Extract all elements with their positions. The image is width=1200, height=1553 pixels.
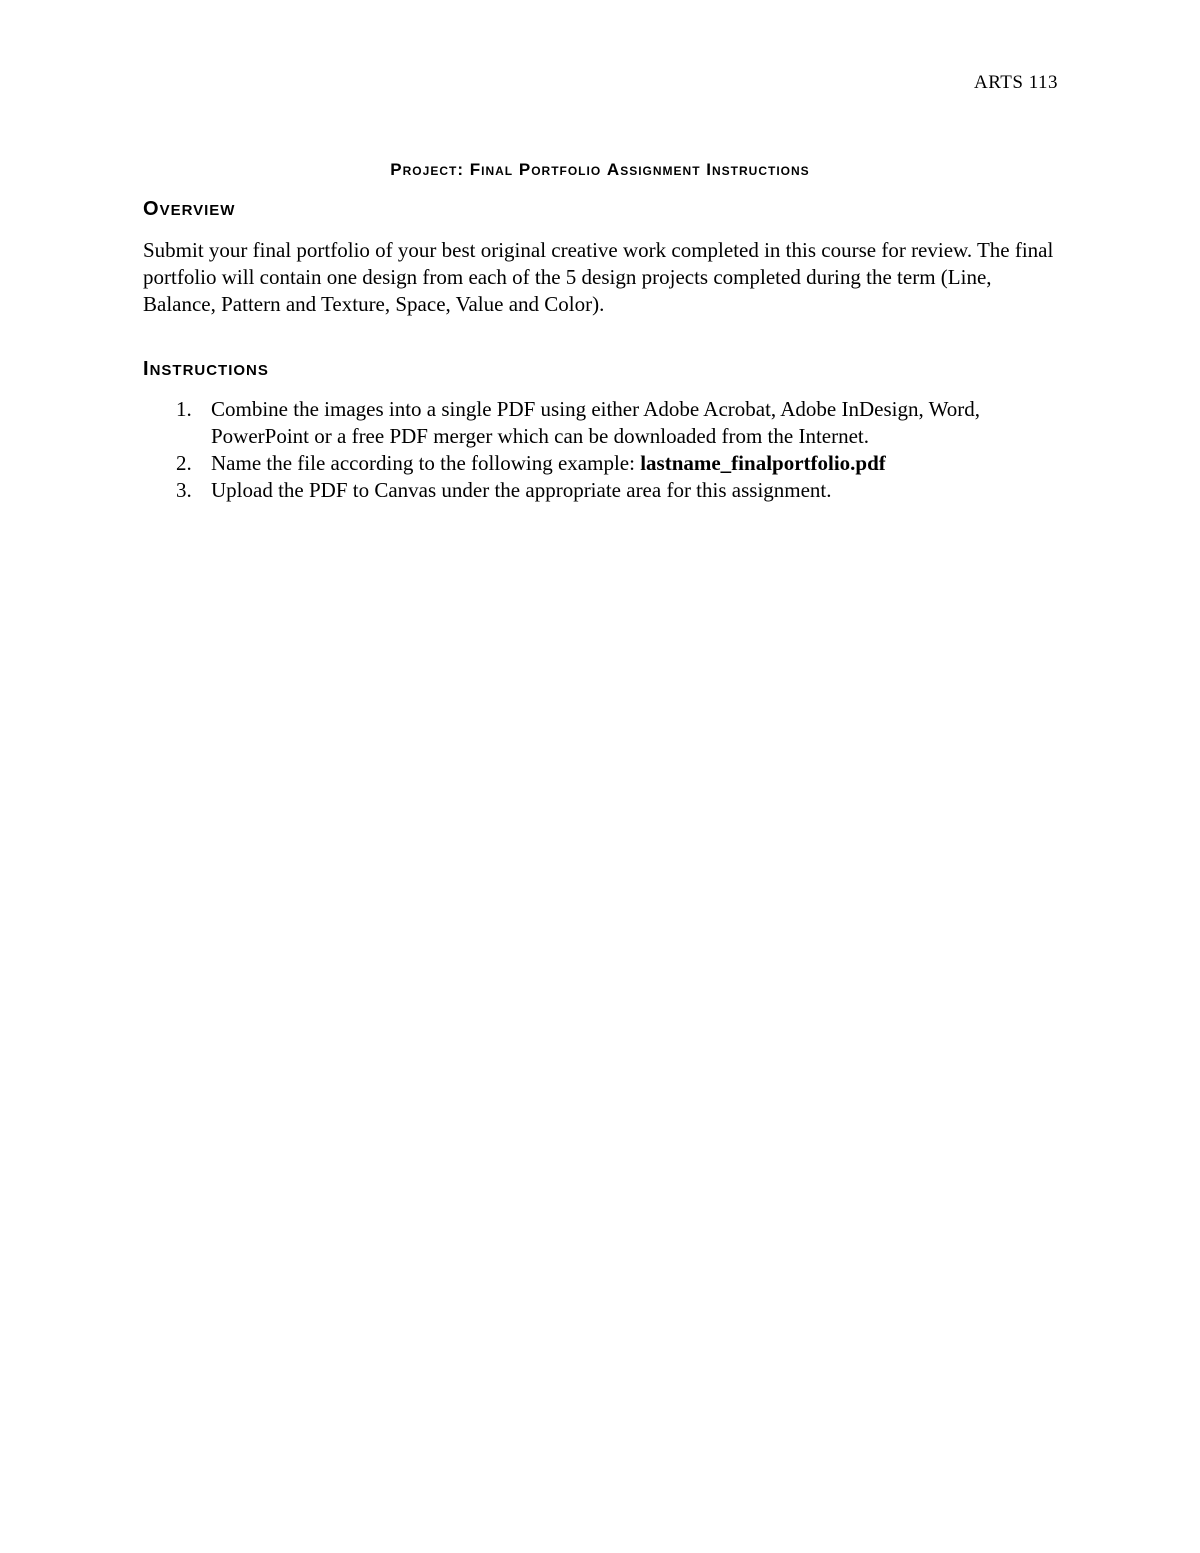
instructions-list [143, 396, 1058, 504]
step-text: Name the file according to the following example: [211, 451, 641, 475]
course-code: ARTS 113 [974, 72, 1058, 93]
step-number: 1. [176, 397, 192, 421]
step-number: 2. [176, 451, 192, 475]
instructions-heading: INSTRUCTIONS [143, 358, 269, 380]
overview-heading: OVERVIEW [143, 198, 236, 220]
page-title [0, 154, 1200, 182]
overview-paragraph: Submit your final portfolio of your best original creative work completed in this course for review. The final portfolio will contain one design from each of the 5 design projects completed during the term (Line, Balance, Pattern and Texture, Space, Value and Color). [143, 238, 1054, 316]
step-number: 3. [176, 478, 192, 502]
instruction-step [143, 396, 1058, 450]
step-text: Combine the images into a single PDF using either Adobe Acrobat, Adobe InDesign, Word, PowerPoint or a free PDF merger which can be downloaded from the Internet. [211, 397, 980, 448]
example-filename: lastname_finalportfolio.pdf [640, 451, 886, 475]
step-text: Upload the PDF to Canvas under the appropriate area for this assignment. [211, 478, 832, 502]
instruction-step [143, 450, 1058, 477]
instruction-step [143, 477, 1058, 504]
page-title-text: project: final portfolio assignment instructions [390, 154, 810, 181]
